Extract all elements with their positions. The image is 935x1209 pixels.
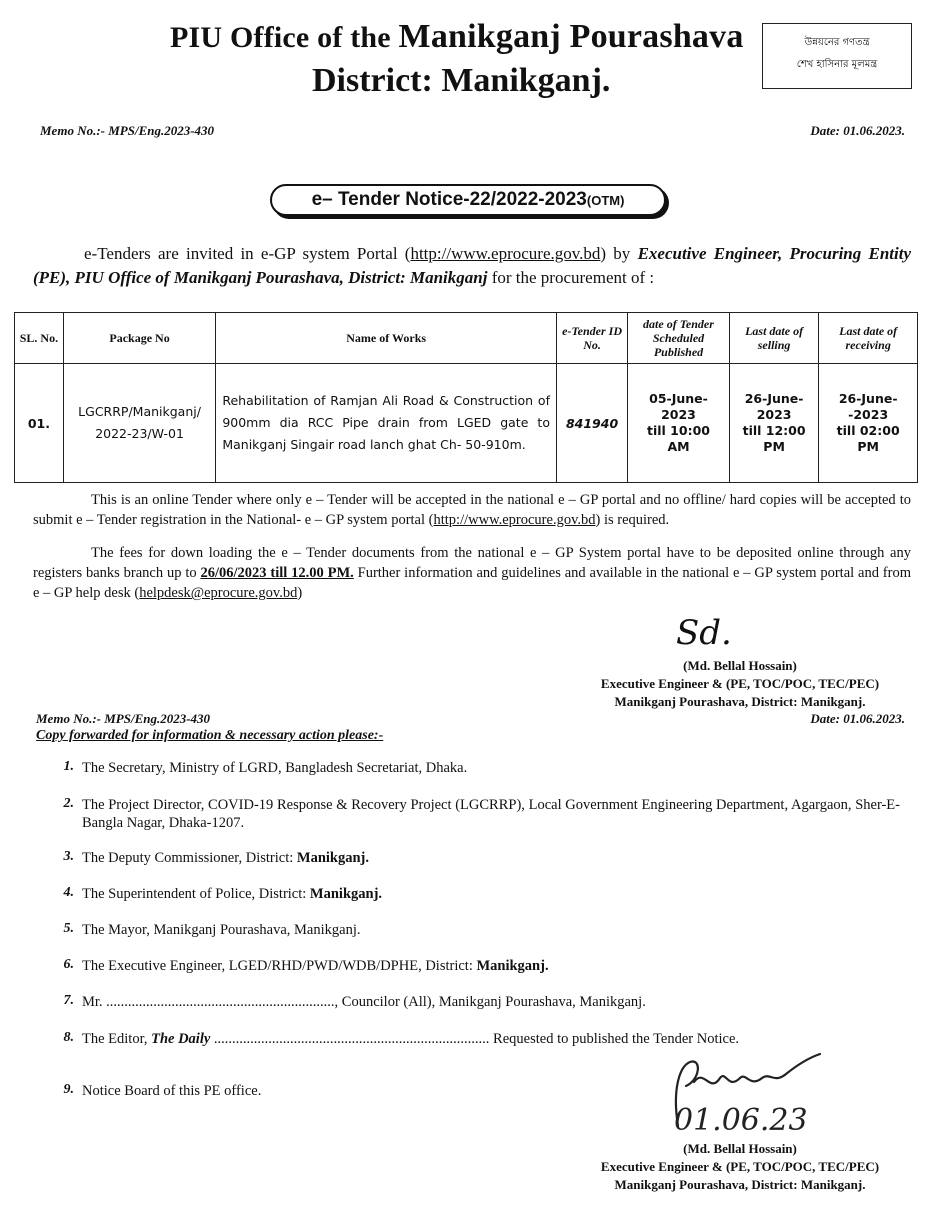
intro-portal-link[interactable]: http://www.eprocure.gov.bd [410, 244, 601, 263]
memo-number-bottom: Memo No.:- MPS/Eng.2023-430 [36, 711, 211, 726]
notice-title-main: e– Tender Notice-22/2022-2023 [311, 189, 587, 210]
cell-receiving [819, 364, 918, 483]
published-time: till 10:00 AM [647, 423, 710, 454]
list-item-text: The Project Director, COVID-19 Response & Recovery Project (LGCRRP), Local Government Engineering Department, Agargaon, Sher-E-Bangla Nagar, Dhaka-1207. [82, 797, 900, 831]
cell-tender-id: 841940 [556, 364, 627, 483]
list-item [40, 796, 900, 849]
list-item-number: 5. [63, 921, 74, 936]
list-item-text: Notice Board of this PE office. [82, 1083, 262, 1099]
list-item [40, 993, 900, 1030]
stamp-line-1: উন্নয়নের গণতন্ত্র [804, 37, 870, 48]
header-published: date of Tender Scheduled Published [628, 313, 730, 364]
notice-title [270, 184, 666, 216]
list-item-text [82, 1030, 739, 1082]
selling-date: 26-June-2023 [744, 391, 804, 422]
cell-package: LGCRRP/Manikganj/ 2022-23/W-01 [63, 364, 216, 483]
table-header-row [15, 313, 918, 364]
list-item [40, 921, 900, 957]
list-item-text-part: The Deputy Commissioner, District: [82, 850, 297, 866]
handwritten-date: 01.06.23 [674, 1103, 808, 1138]
header-receiving: Last date of receiving [819, 313, 918, 364]
p2-text-a: The fees for down loading the e – Tender documents from the national e – GP System portal have to be deposited online through any registers banks branch up to [33, 545, 911, 581]
list-item-number: 8. [63, 1030, 74, 1045]
p2-deadline: 26/06/2023 till 12.00 PM. [200, 565, 354, 581]
p1-text-b: ) is required. [595, 512, 670, 528]
p2-text-c: ) [297, 585, 303, 601]
signer-name-1: (Md. Bellal Hossain) [683, 658, 797, 673]
intro-paragraph [33, 242, 911, 290]
published-date: 05-June-2023 [649, 391, 708, 422]
p2-text-b: Further information and guidelines and available in the national e – GP system portal and from e – GP help desk ( [33, 565, 911, 601]
list-item-text: The Mayor, Manikganj Pourashava, Manikganj. [82, 922, 361, 938]
signature-block-1 [580, 657, 900, 711]
signer-title-2: Executive Engineer & (PE, TOC/POC, TEC/PEC) [600, 1159, 880, 1174]
header-tender-id: e-Tender ID No. [556, 313, 627, 364]
header-works: Name of Works [216, 313, 557, 364]
copy-forwarded-heading: Copy forwarded for information & necessary action please:- [36, 728, 384, 743]
list-item-text-part: The Superintendent of Police, District: [82, 886, 310, 902]
notice-title-suffix: (OTM) [586, 193, 625, 208]
cell-selling [729, 364, 818, 483]
cell-published [628, 364, 730, 483]
list-item [40, 885, 900, 921]
office-title-part1: PIU Office of the [170, 21, 399, 54]
list-item-text-part: The Editor, [82, 1031, 152, 1047]
p1-portal-link[interactable]: http://www.eprocure.gov.bd [433, 512, 596, 528]
tender-table [14, 312, 918, 483]
procuring-entity: Executive Engineer, Procuring Entity (PE), PIU Office of Manikganj Pourashava, District: Manikganj [33, 244, 911, 287]
intro-text-2: ) by [600, 244, 638, 263]
cell-sl: 01. [15, 364, 64, 483]
list-item-text [82, 849, 369, 885]
p1-text-a: This is an online Tender where only e – Tender will be accepted in the national e – GP portal and no offline/ hard copies will be accepted to submit e – Tender registration in the National- e – GP system portal ( [33, 492, 911, 528]
memo-date-top: Date: 01.06.2023. [810, 123, 905, 138]
district-title: District: Manikganj. [312, 62, 611, 99]
list-item-text-part: The Executive Engineer, LGED/RHD/PWD/WDB/DPHE, District: [82, 958, 477, 974]
intro-text-1: e-Tenders are invited in e-GP system Portal ( [84, 244, 411, 263]
signer-office-1: Manikganj Pourashava, District: Manikganj. [614, 694, 866, 709]
list-item-number: 9. [63, 1082, 74, 1097]
list-item-text: Mr. ..............................................................., Councilor (All), Manikganj Pourashava, Manikganj. [82, 994, 646, 1010]
header-sl: SL. No. [15, 313, 64, 364]
list-item-text [82, 957, 549, 993]
header-package: Package No [63, 313, 216, 364]
list-item-number: 4. [63, 885, 74, 900]
stamp-line-2: শেখ হাসিনার মূলমন্ত্র [796, 59, 878, 70]
list-item-number: 2. [63, 796, 74, 811]
handwritten-signature [650, 1048, 840, 1140]
list-item [40, 849, 900, 885]
list-item-bold: Manikganj. [476, 958, 549, 974]
list-item-text: The Secretary, Ministry of LGRD, Bangladesh Secretariat, Dhaka. [82, 760, 468, 776]
office-title [170, 18, 744, 56]
header-selling: Last date of selling [729, 313, 818, 364]
selling-time: till 12:00 PM [742, 423, 806, 454]
signature-block-2 [580, 1140, 900, 1194]
list-item-number: 3. [63, 849, 74, 864]
office-title-part2: Manikganj Pourashava [398, 18, 744, 55]
helpdesk-email-link[interactable]: helpdesk@eprocure.gov.bd [139, 585, 298, 601]
cell-work: Rehabilitation of Ramjan Ali Road & Construction of 900mm dia RCC Pipe drain from LGED gate to Manikganj Singair road lanch ghat Ch- 50-910m. [216, 364, 557, 483]
receiving-date: 26-June--2023 [838, 391, 898, 422]
intro-text-3: for the procurement of : [487, 268, 655, 287]
list-item-number: 7. [63, 993, 74, 1008]
list-item-bold-italic: The Daily [151, 1031, 211, 1047]
signature-scrawl: Sd. [676, 613, 732, 653]
list-item-number: 1. [63, 759, 74, 774]
signer-title-1: Executive Engineer & (PE, TOC/POC, TEC/PEC) [600, 676, 880, 691]
list-item-text-part: ............................................................................ Requested to published the Tender Notice. [210, 1031, 740, 1047]
signer-office-2: Manikganj Pourashava, District: Manikganj. [614, 1177, 866, 1192]
fees-paragraph [33, 543, 911, 603]
list-item-number: 6. [63, 957, 74, 972]
list-item-text [82, 885, 382, 921]
signer-name-2: (Md. Bellal Hossain) [683, 1141, 797, 1156]
table-row [15, 364, 918, 483]
memo-number-top: Memo No.:- MPS/Eng.2023-430 [40, 123, 215, 138]
list-item [40, 957, 900, 993]
memo-date-bottom: Date: 01.06.2023. [810, 711, 905, 726]
receiving-time: till 02:00 PM [836, 423, 900, 454]
list-item-bold: Manikganj. [309, 886, 383, 902]
online-tender-paragraph [33, 490, 911, 530]
list-item [40, 759, 900, 796]
list-item-bold: Manikganj. [296, 850, 370, 866]
slogan-stamp-box [762, 23, 912, 89]
